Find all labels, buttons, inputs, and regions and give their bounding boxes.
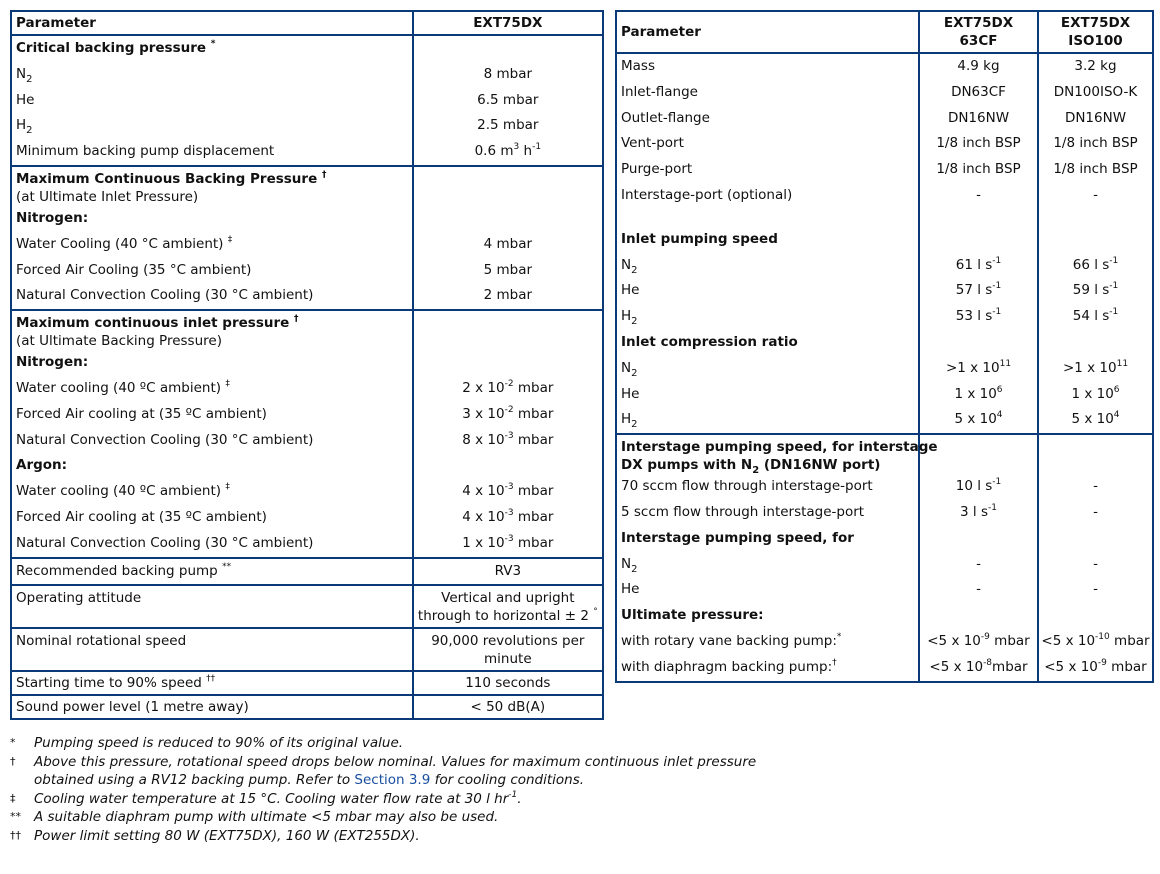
row-label: Vent-port <box>621 135 684 152</box>
row-label: $N_2$ <box>621 256 638 276</box>
row-value: 8 x $10^{-3}$ mbar <box>462 430 554 448</box>
row-value: - <box>1093 581 1098 598</box>
table-header-row <box>617 12 1152 52</box>
row-label: Forced Air cooling at (35 ºC ambient) <box>16 508 267 525</box>
row-value: - <box>1093 503 1098 520</box>
table-row <box>12 694 602 718</box>
row-label: $H_2$ <box>16 117 33 137</box>
row-label: Water cooling (40 ºC ambient) ‡ <box>16 482 230 500</box>
row-label: Outlet-flange <box>621 109 710 126</box>
row-value: 4 x $10^{-3}$ mbar <box>462 482 554 500</box>
row-value: DN16NW <box>1064 109 1127 126</box>
row-value: 2 x $10^{-2}$ mbar <box>462 378 554 396</box>
footnote-mark: † <box>10 754 16 768</box>
row-value: 57 l $s^{-1}$ <box>955 281 1002 299</box>
group-label: Nitrogen: <box>16 354 89 371</box>
group-label: Nitrogen: <box>16 209 89 226</box>
row-label: Natural Convection Cooling (30 °C ambient) <box>16 534 314 551</box>
footnote <box>10 734 810 753</box>
row-label: Operating attitude <box>16 590 142 607</box>
row-value: 5 x $10^4$ <box>1071 410 1120 428</box>
row-value: DN100ISO-K <box>1053 83 1138 100</box>
row-value: >1 x $10^{11}$ <box>1062 358 1129 376</box>
row-value: 1/8 inch BSP <box>936 135 1021 152</box>
row-value: - <box>1093 555 1098 572</box>
section-title: Inlet pumping speed <box>621 230 778 247</box>
section-title: Interstage pumping speed, for <box>621 529 854 546</box>
row-value: <5 x $10^{-10}$ mbar <box>1041 631 1150 649</box>
row-value: - <box>976 186 981 203</box>
row-value: 4 x $10^{-3}$ mbar <box>462 507 554 525</box>
row-label: with rotary vane backing pump:* <box>621 631 842 649</box>
row-label: Forced Air Cooling (35 °C ambient) <box>16 261 252 278</box>
row-value: <5 x $10^{-8}mbar$ <box>929 657 1028 675</box>
footnote-text: A suitable diaphram pump with ultimate <5 mbar may also be used. <box>34 809 499 825</box>
row-value: Vertical and upright <box>441 590 575 607</box>
row-value: 1/8 inch BSP <box>1053 135 1138 152</box>
section-title-cont: DX pumps with $N_2$ (DN16NW port) <box>621 457 881 477</box>
row-label: Purge-port <box>621 161 693 178</box>
footnote-text: Pumping speed is reduced to 90% of its original value. <box>34 735 404 751</box>
footnote-mark: ** <box>10 810 21 823</box>
row-label: Natural Convection Cooling (30 °C ambient) <box>16 287 314 304</box>
row-value: 10 l $s^{-1}$ <box>955 477 1002 495</box>
section-title: Interstage pumping speed, for interstage <box>621 439 938 456</box>
header-iso100: EXT75DX <box>1060 15 1131 31</box>
section-title: Critical backing pressure * <box>16 39 216 56</box>
row-value: <5 x $10^{-9}$ mbar <box>1044 657 1147 675</box>
row-label: He <box>621 385 640 402</box>
row-value: DN16NW <box>947 109 1010 126</box>
table-row <box>12 670 602 694</box>
header-parameter: Parameter <box>16 15 96 31</box>
row-value: 3 l $s^{-1}$ <box>960 502 997 520</box>
row-value: 1/8 inch BSP <box>1053 161 1138 178</box>
row-value: 6.5 mbar <box>477 91 539 108</box>
row-label: Sound power level (1 metre away) <box>16 699 249 716</box>
footnote-mark: * <box>10 736 16 749</box>
row-value: through to horizontal ± 2 ° <box>417 607 598 625</box>
row-value: 59 l $s^{-1}$ <box>1072 281 1119 299</box>
table-row <box>12 557 602 585</box>
row-label: Recommended backing pump ** <box>16 561 232 579</box>
row-value: >1 x $10^{11}$ <box>945 358 1012 376</box>
critical-backing-section <box>12 34 602 165</box>
row-label: $N_2$ <box>16 65 33 85</box>
section-title: Maximum continuous inlet pressure † <box>16 314 299 332</box>
footnote <box>10 790 810 809</box>
row-value: 4 mbar <box>483 235 533 252</box>
row-value: 1/8 inch BSP <box>936 161 1021 178</box>
section-link[interactable]: Section 3.9 <box>354 772 431 788</box>
row-value: 0.6 $m^3$ $h^{-1}$ <box>474 142 542 160</box>
main-specs-section <box>617 52 1152 433</box>
footnote <box>10 827 810 846</box>
row-label: Interstage-port (optional) <box>621 186 793 203</box>
row-label: Minimum backing pump displacement <box>16 143 275 160</box>
row-value: 2 mbar <box>483 287 533 304</box>
row-value: - <box>1093 478 1098 495</box>
row-label: $H_2$ <box>621 308 638 328</box>
row-label: Natural Convection Cooling (30 °C ambient) <box>16 431 314 448</box>
section-title: Maximum Continuous Backing Pressure † <box>16 169 327 187</box>
row-value: 90,000 revolutions per <box>431 633 585 650</box>
table-row <box>12 584 602 627</box>
row-label: Inlet-flange <box>621 83 698 100</box>
row-value: 3 x $10^{-2}$ mbar <box>462 404 554 422</box>
row-value: 4.9 kg <box>957 58 1000 74</box>
max-backing-section <box>12 165 602 309</box>
section-subtitle: (at Ultimate Inlet Pressure) <box>16 188 199 205</box>
specs-table-variants <box>615 10 1154 683</box>
row-value: - <box>976 581 981 598</box>
header-ext75dx: EXT75DX <box>473 15 543 31</box>
row-label: He <box>621 282 640 299</box>
header-parameter: Parameter <box>621 24 701 40</box>
table-row <box>12 627 602 670</box>
row-label: He <box>621 581 640 598</box>
row-value: 5 mbar <box>483 261 533 278</box>
row-label: Forced Air cooling at (35 ºC ambient) <box>16 405 267 422</box>
footnote-text: Cooling water temperature at 15 °C. Cooling water flow rate at 30 l $hr^{-1}$. <box>34 789 522 807</box>
row-value: 8 mbar <box>483 65 533 82</box>
row-value: - <box>976 555 981 572</box>
row-label: $N_2$ <box>621 555 638 575</box>
row-value: 1 x $10^6$ <box>954 384 1003 402</box>
footnote-mark: †† <box>10 828 21 842</box>
row-label: Water Cooling (40 °C ambient) ‡ <box>16 234 233 252</box>
row-value: < 50 dB(A) <box>470 699 546 716</box>
group-label: Argon: <box>16 457 68 474</box>
row-label: $N_2$ <box>621 359 638 379</box>
row-label: 5 sccm flow through interstage-port <box>621 503 865 520</box>
row-value: - <box>1093 186 1098 203</box>
row-value: 110 seconds <box>465 675 551 692</box>
row-value: <5 x $10^{-9}$ mbar <box>927 631 1030 649</box>
table-header-row <box>12 12 602 34</box>
section-subtitle: (at Ultimate Backing Pressure) <box>16 333 222 350</box>
row-value: RV3 <box>494 562 522 579</box>
row-value: DN63CF <box>951 83 1006 100</box>
section-title: Inlet compression ratio <box>621 333 798 350</box>
row-value: 53 l $s^{-1}$ <box>955 307 1002 325</box>
header-63cf-sub: 63CF <box>959 33 998 49</box>
header-iso100-sub: ISO100 <box>1068 33 1123 49</box>
header-63cf: EXT75DX <box>943 15 1014 31</box>
row-label: $H_2$ <box>621 411 638 431</box>
footnote-text: Power limit setting 80 W (EXT75DX), 160 W (EXT255DX). <box>34 827 420 844</box>
row-label: He <box>16 91 35 108</box>
row-value: 61 l $s^{-1}$ <box>955 255 1002 273</box>
row-label: 70 sccm flow through interstage-port <box>621 478 873 495</box>
row-value: 66 l $s^{-1}$ <box>1072 255 1119 273</box>
interstage-section <box>617 433 1152 680</box>
row-value: 3.2 kg <box>1074 58 1117 74</box>
footnote <box>10 753 810 790</box>
row-label: Starting time to 90% speed †† <box>16 674 216 692</box>
row-value: 2.5 mbar <box>477 117 539 134</box>
row-value: minute <box>484 651 532 668</box>
section-title: Ultimate pressure: <box>621 607 764 624</box>
row-label: Mass <box>621 58 655 74</box>
footnote-mark: ‡ <box>10 791 16 805</box>
row-value: 1 x $10^{-3}$ mbar <box>462 533 554 551</box>
row-label: Water cooling (40 ºC ambient) ‡ <box>16 378 230 396</box>
max-inlet-section <box>12 309 602 556</box>
row-value: 5 x $10^4$ <box>954 410 1003 428</box>
row-label: Nominal rotational speed <box>16 633 187 650</box>
footnote <box>10 808 810 827</box>
row-value: 1 x $10^6$ <box>1071 384 1120 402</box>
footnotes <box>10 734 810 845</box>
specs-table-ext75dx <box>10 10 604 720</box>
row-label: with diaphragm backing pump:† <box>621 657 837 675</box>
row-value: 54 l $s^{-1}$ <box>1072 307 1119 325</box>
footnote-text: Above this pressure, rotational speed drops below nominal. Values for maximum continuous inlet pressure obtained using a RV12 backing pump. Refer to Section 3.9 for cooling conditions. <box>34 753 757 788</box>
